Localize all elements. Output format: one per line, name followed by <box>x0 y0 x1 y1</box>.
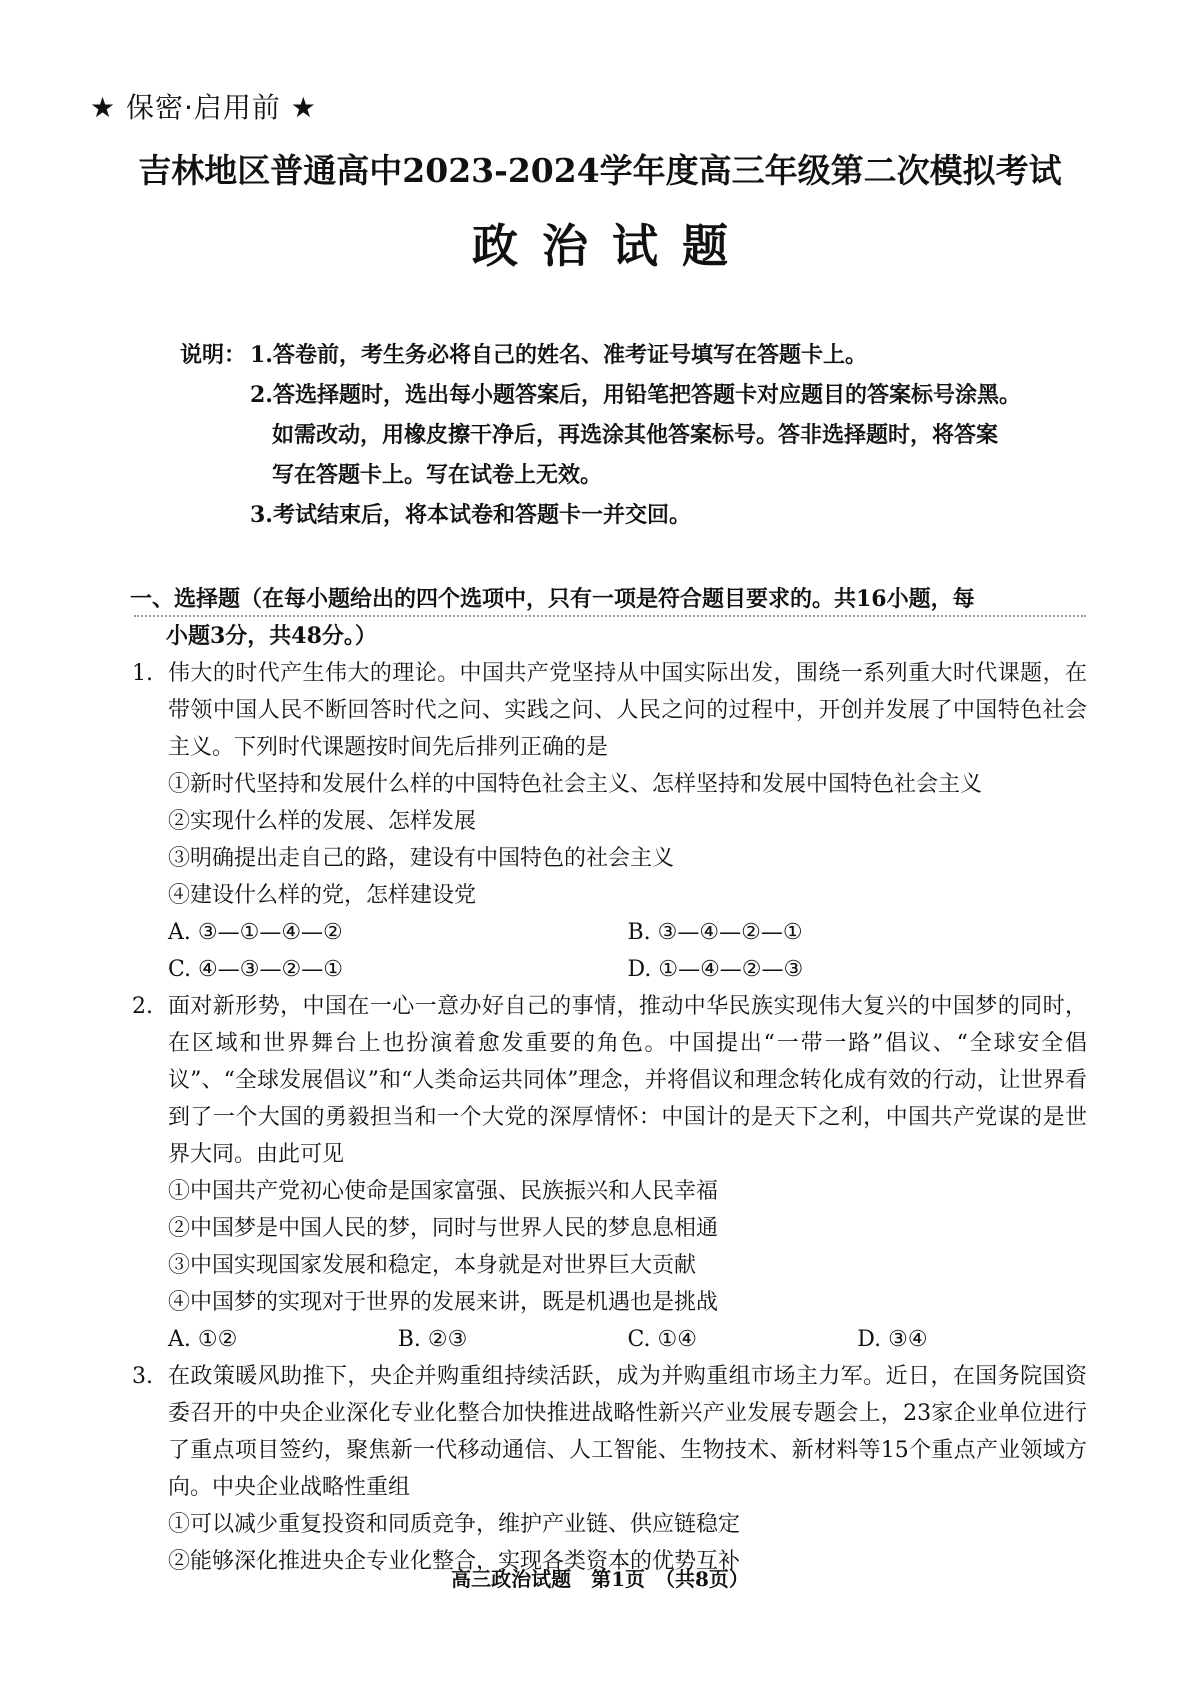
instruction-item: 1.答卷前，考生务必将自己的姓名、准考证号填写在答题卡上。 <box>250 342 867 368</box>
section-heading-line: 小题3分，共48分。） <box>166 623 377 649</box>
choice-b: B. ③—④—②—① <box>627 920 803 945</box>
question-number: 1. <box>132 661 153 686</box>
choice-b: B. ②③ <box>397 1327 468 1352</box>
question-2 <box>132 988 1087 1358</box>
question-stem: 面对新形势，中国在一心一意办好自己的事情，推动中华民族实现伟大复兴的中国梦的同时，在区域和世界舞台上也扮演着愈发重要的角色。中国提出“一带一路”倡议、“全球安全倡议”、“全球发展倡议”和“人类命运共同体”理念，并将倡议和理念转化成有效的行动，让世界看到了一个大国的勇毅担当和一个大党的深厚情怀：中国计的是天下之利，中国共产党谋的是世界大同。由此可见 <box>168 994 1087 1167</box>
statement-option: ③中国实现国家发展和稳定，本身就是对世界巨大贡献 <box>168 1253 697 1278</box>
exam-title: 吉林地区普通高中2023-2024学年度高三年级第二次模拟考试 <box>138 151 1062 190</box>
instructions <box>180 335 1080 535</box>
instruction-item: 如需改动，用橡皮擦干净后，再选涂其他答案标号。答非选择题时，将答案 <box>272 422 999 448</box>
confidential-mark: ★ 保密·启用前 ★ <box>90 91 317 124</box>
statement-option: ④中国梦的实现对于世界的发展来讲，既是机遇也是挑战 <box>168 1290 719 1315</box>
dotted-divider <box>134 615 1086 617</box>
choice-a: A. ①② <box>168 1327 238 1352</box>
question-number: 3. <box>132 1364 153 1389</box>
choice-c: C. ①④ <box>627 1327 697 1352</box>
statement-option: ③明确提出走自己的路，建设有中国特色的社会主义 <box>168 846 675 871</box>
statement-option: ④建设什么样的党，怎样建设党 <box>168 883 477 908</box>
question-list <box>132 655 1087 1580</box>
choice-d: D. ①—④—②—③ <box>627 957 804 982</box>
question-stem: 在政策暖风助推下，央企并购重组持续活跃，成为并购重组市场主力军。近日，在国务院国资委召开的中央企业深化专业化整合加快推进战略性新兴产业发展专题会上，23家企业单位进行了重点项目签约，聚焦新一代移动通信、人工智能、生物技术、新材料等15个重点产业领域方向。中央企业战略性重组 <box>168 1364 1087 1500</box>
choice-a: A. ③—①—④—② <box>168 920 343 945</box>
answer-choices <box>132 914 1087 951</box>
statement-option: ②实现什么样的发展、怎样发展 <box>168 809 477 834</box>
answer-choices <box>132 951 1087 988</box>
instruction-item: 3.考试结束后，将本试卷和答题卡一并交回。 <box>250 502 691 528</box>
instructions-lead: 说明： <box>180 342 247 368</box>
statement-option: ②能够深化推进央企专业化整合，实现各类资本的优势互补 <box>168 1549 741 1574</box>
section-heading-line: 一、选择题（在每小题给出的四个选项中，只有一项是符合题目要求的。共16小题，每 <box>130 586 975 612</box>
question-1 <box>132 655 1087 988</box>
choice-c: C. ④—③—②—① <box>168 957 343 982</box>
page-footer: 高三政治试题 第1页 （共8页） <box>451 1567 749 1591</box>
section-heading <box>130 581 1085 655</box>
statement-option: ②中国梦是中国人民的梦，同时与世界人民的梦息息相通 <box>168 1216 719 1241</box>
answer-choices <box>132 1321 1087 1358</box>
instruction-item: 2.答选择题时，选出每小题答案后，用铅笔把答题卡对应题目的答案标号涂黑。 <box>250 382 1021 408</box>
question-number: 2. <box>132 994 153 1019</box>
subject-title: 政治试题 <box>472 219 752 273</box>
choice-d: D. ③④ <box>857 1327 928 1352</box>
statement-option: ①可以减少重复投资和同质竞争，维护产业链、供应链稳定 <box>168 1512 741 1537</box>
question-3 <box>132 1358 1087 1580</box>
statement-option: ①中国共产党初心使命是国家富强、民族振兴和人民幸福 <box>168 1179 719 1204</box>
instruction-item: 写在答题卡上。写在试卷上无效。 <box>272 462 603 488</box>
question-stem: 伟大的时代产生伟大的理论。中国共产党坚持从中国实际出发，围绕一系列重大时代课题，在带领中国人民不断回答时代之问、实践之问、人民之问的过程中，开创并发展了中国特色社会主义。下列时代课题按时间先后排列正确的是 <box>168 661 1087 760</box>
statement-option: ①新时代坚持和发展什么样的中国特色社会主义、怎样坚持和发展中国特色社会主义 <box>168 772 983 797</box>
